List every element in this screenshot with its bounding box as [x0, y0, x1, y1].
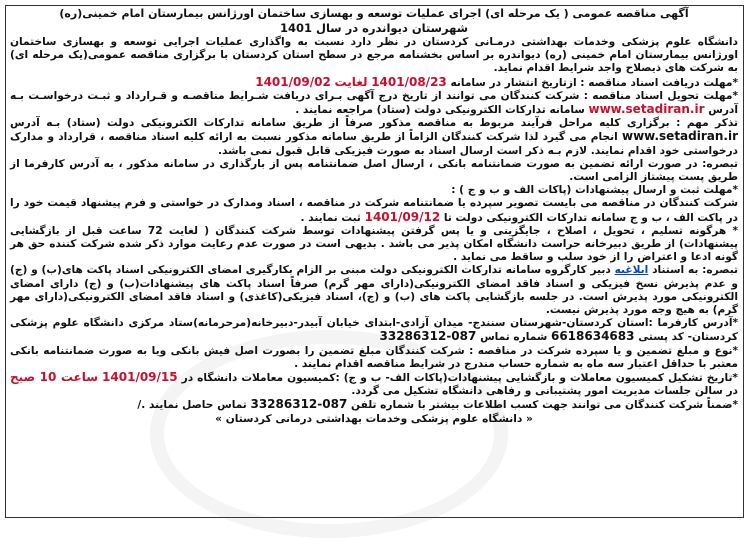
submission-date: 1401/09/12 — [364, 209, 441, 224]
intro-paragraph: دانشگاه علوم پزشکی وخدمات بهداشتی درمـانی کردستان در نظر دارد نسبت به واگذاری عملیات اجرایی توسعه و بهسازی ساختمان اورژانس بیمارستان امام خمینی (ره) دیواندره بر اساس بخشنامه مرجع در سطح استان کردستان با برگزاری مناقصه عمومی(یک مرحله ای) به شرکت های ذیصلاح واجد شرایط اقدام نماید. — [10, 36, 738, 75]
info-paragraph — [10, 398, 738, 412]
withdrawal-item: * هرگونه تسلیم ، تحویل ، اصلاح ، جایگزینی و یا پس گرفتن پیشنهادات توسط شرکت کنندگان ( لغایت 72 ساعت قبل از بازگشایی پیشنهادات) از طریق دبیرخانه حراست دانشگاه امکان پذیر می باشد . بدیهی است در صورت عدم رعایت موارد ذکر شده شرکت کننده حق هر گونه ادعا و اعتراض را از خود سلب و ساقط می نماید . — [10, 224, 738, 264]
notice-title: آگهی مناقصه عمومی ( یک مرحله ای) اجرای عملیات توسعه و بهسازی ساختمان اورژانس بیمارستان امام خمینی(ره) — [59, 7, 689, 20]
postal-code: 6618634683 — [550, 329, 635, 344]
commission-text: *تاریخ تشکیل کمیسیون معاملات و بازگشایی پیشنهادات(پاکات الف- ب و ج) :کمیسیون معاملات دانشگاه در — [181, 372, 738, 385]
address-text: *آدرس کارفرما :استان کردستان-شهرستان سنندج- میدان آزادی-ابتدای خیابان آبیدر-دبیرخانه(مرحرمانه)ستاد مرکزی دانشگاه علوم پزشکی کردستان- کد پستی — [10, 317, 738, 344]
setad-note-text: تذکر مهم : برگزاری کلیه مراحل فرآیند مربوط به مناقصه مذکور صرفاً از طریق سامانه تدارکات الکترونیکی دولت (ستاد) بـه آدرس — [10, 117, 738, 130]
delivery-site-link[interactable]: www.setadiran.ir — [588, 102, 705, 117]
notice-subtitle: شهرستان دیواندره در سال 1401 — [279, 21, 469, 35]
delivery-paragraph — [10, 90, 738, 117]
signature-note-text: دبیر کارگروه سامانه تدارکات الکترونیکی دولت مبنی بر الزام بکارگیری امضای الکترونیکی اسناد پاکت های(ب) و (ج) و عدم پذیرش نسخ فیزیکی و اسناد فاقد امضای الکترونیکی(دارای مهر گرم) صرفاً اسناد پاکت های پیشنهادات(ب) و (ج) دارای امضای الکترونیکی مورد پذیرش است. در جلسه بازگشایی پاکت های (ب) و (ج)، اسناد فیزیکی(کاغذی) و اسناد فاقد امضای الکترونیکی(دارای مهر گرم) به هیچ وجه مورد پذیرش نیست. — [10, 264, 738, 317]
delivery-tail: سامانه تدارکات الکترونیکی دولت (ستاد) مراجعه نمایند . — [295, 104, 585, 117]
submission-text: شرکت کنندگان در مناقصه می بایست تصویر سپرده یا ضمانتنامه شرکت در مناقصه ، اسناد ومدارک در خواستی و فرم پیشنهاد قیمت خود را در پاکت الف ، ب و ج سامانه تدارکات الکترونیکی دولت تا — [10, 197, 738, 224]
commission-date: 1401/09/15 — [102, 370, 178, 385]
address-phone: 087-33286312 — [379, 329, 477, 344]
info-phone: 087-33286312 — [250, 397, 348, 412]
receipt-label: *مهلت دریافت اسناد مناقصه : ازتاریخ انتشار در سامانه — [450, 76, 738, 89]
delivery-text: *مهلت تحویل اسناد مناقصه : شرکت کنندگان می توانند از تاریخ درج آگهی بـرای دریافت شـرایط مناقصـه و قـرارداد و ثبـت درخواسـت بـه آدرس — [10, 89, 738, 117]
employer-address — [10, 317, 738, 344]
commission-tail: در سالن جلسات مدیریت امور پشتیبانی و رفاهی دانشگاه تشکیل می گردد. — [351, 385, 738, 398]
info-text: *ضمناً شرکت کنندگان می توانند جهت کسب اطلاعات بیشتر با شماره تلفن — [351, 399, 738, 412]
guarantee-amount: *نوع و مبلغ تضمین و یا سپرده شرکت در مناقصه : شرکت کنندگان مبلغ تضمین را بصورت اصل فیش بانکی ویا به صورت ضمانتنامه بانکی معتبر با حداقل اعتبار سه ماه به شماره حساب مندرج در شرایط مناقصه اقدام نمایند . — [10, 344, 738, 370]
setad-site-link[interactable]: www.setadiran.ir — [621, 129, 738, 144]
setad-note-tail: انجام می گیرد لذا شرکت کنندگان الزاماً از طریق سامانه مذکور نسبت به ارائه کلیه اسناد مناقصه ، قرارداد و مدارک درخواستی خود اقدام نمایند. لازم بـه ذکر است ارسال اسناد به صورت فیزیکی قابل قبول نمی باشد. — [10, 131, 738, 157]
commission-paragraph — [10, 371, 738, 398]
directive-link[interactable]: ابلاغیه — [614, 264, 649, 277]
phone-label: شماره تماس — [480, 331, 548, 344]
signature-note-prefix: تبصره: به استناد — [652, 264, 738, 277]
submission-label: *مهلت ثبت و ارسال پیشنهادات (پاکات الف و ب و ج ) : — [451, 184, 738, 197]
receipt-to-word: لغایت — [334, 74, 368, 89]
receipt-date-from: 1401/08/23 — [371, 74, 447, 89]
footer-university: « دانشگاه علوم پزشکی وخدمات بهداشتی درمانی کردستان » — [215, 412, 533, 425]
signature-note — [10, 264, 738, 317]
info-tail: تماس حاصل نمایند ./ — [137, 399, 247, 412]
receipt-date-to: 1401/09/02 — [255, 74, 331, 89]
tender-notice — [10, 7, 738, 426]
receipt-deadline — [10, 76, 738, 90]
submission-paragraph — [10, 197, 738, 224]
submission-tail: ثبت نمایند . — [300, 211, 361, 224]
commission-time: ساعت 10 صبح — [10, 370, 99, 385]
guarantee-note: تبصره: در صورت ارائه تضمین به صورت ضمانتنامه بانکی ، ارسال اصل ضمانتنامه پس از بارگذاری در سامانه مذکور ، به آدرس کارفرما از طریق پست پیشتاز الزامی است. — [10, 157, 738, 184]
setad-note — [10, 117, 738, 158]
